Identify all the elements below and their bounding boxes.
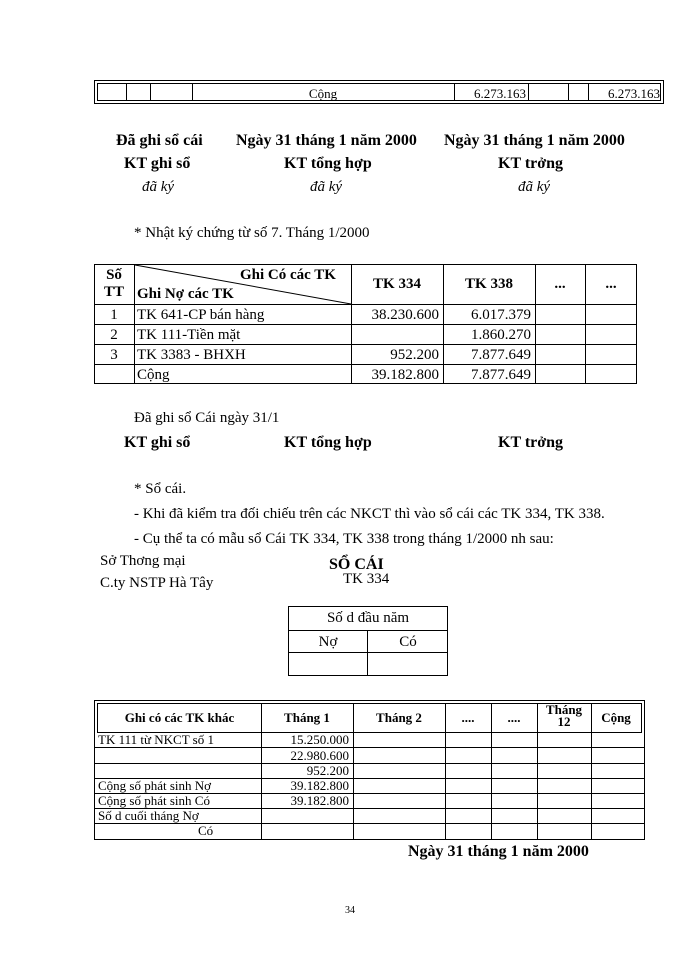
sign1-col3-signed: đã ký	[518, 179, 551, 195]
so-cai-heading: * Sổ cái.	[134, 481, 187, 497]
nkct7-header-credit: Ghi Có các TK	[240, 267, 336, 283]
ledger-row-label: Cộng số phát sinh Có	[98, 793, 210, 808]
so-cai-paragraph-2: - Cụ thể ta có mẫu sổ Cái TK 334, TK 338 trong tháng 1/2000 nh sau:	[134, 531, 554, 547]
nkct7-row1-stt: 1	[110, 307, 118, 323]
ledger-header-dots-1: ....	[461, 710, 475, 725]
so-cai-paragraph-1: - Khi đã kiểm tra đối chiếu trên các NKCT thì vào sổ cái các TK 334, TK 338.	[134, 506, 605, 522]
nkct7-total-name: Cộng	[137, 367, 170, 383]
sign2-kt-ghi-so: KT ghi sổ	[124, 434, 191, 451]
opening-balance-box	[288, 606, 448, 676]
ledger-row-label: Có	[198, 823, 214, 838]
ledger-row-month1: 22.980.600	[290, 748, 349, 763]
nkct7-row3-tk338: 7.877.649	[471, 347, 531, 363]
nkct7-header-tk338: TK 338	[465, 276, 513, 292]
ledger-row-label: TK 111 từ NKCT số 1	[98, 732, 214, 747]
sign1-col1-line2: KT ghi sổ	[124, 155, 191, 172]
sign1-col2-line1: Ngày 31 tháng 1 năm 2000	[236, 132, 417, 149]
ledger-row-month1: 39.182.800	[290, 778, 349, 793]
ledger-row-month1: 15.250.000	[290, 732, 349, 747]
nkct7-table	[94, 264, 637, 384]
opening-balance-title: Số d đầu năm	[326, 610, 410, 626]
sign1-col3-line1: Ngày 31 tháng 1 năm 2000	[444, 132, 625, 149]
ledger-row-month1: 952.200	[306, 763, 349, 778]
ledger-row-label: Số d cuối tháng Nợ	[98, 808, 199, 823]
top-summary-table	[94, 80, 664, 104]
nkct7-row1-name: TK 641-CP bán hàng	[137, 307, 265, 323]
ledger-table	[94, 700, 645, 840]
ledger-header-month-2: Tháng 2	[376, 710, 422, 725]
ledger-header-dots-2: ....	[507, 710, 521, 725]
org-company: C.ty NSTP Hà Tây	[100, 575, 214, 591]
sign1-col2-signed: đã ký	[310, 179, 343, 195]
org-department: Sở Thơng mại	[100, 553, 186, 569]
ledger-header-month-1: Tháng 1	[284, 710, 330, 725]
nkct7-row3-stt: 3	[110, 347, 118, 363]
nkct7-header-tk334: TK 334	[373, 276, 421, 292]
nkct7-row3-name: TK 3383 - BHXH	[137, 347, 246, 363]
sign2-kt-tong-hop: KT tổng hợp	[284, 434, 372, 451]
nkct7-header-stt-2: TT	[103, 284, 124, 300]
sign2-posted-date: Đã ghi sổ Cái ngày 31/1	[134, 410, 280, 426]
ledger-header-total: Cộng	[601, 710, 631, 725]
nkct7-row1-tk338: 6.017.379	[471, 307, 531, 323]
top-table-value-2: 6.273.163	[608, 86, 660, 101]
nkct7-header-dots-1: ...	[554, 276, 566, 292]
nkct7-header-debit: Ghi Nợ các TK	[137, 286, 234, 302]
sign1-col2-line2: KT tổng hợp	[284, 155, 372, 172]
sign2-kt-truong: KT trởng	[498, 434, 564, 451]
nkct7-title: * Nhật ký chứng từ số 7. Tháng 1/2000	[134, 225, 370, 241]
nkct7-header-stt-1: Số	[106, 267, 122, 283]
sign1-col1-line1: Đã ghi sổ cái	[116, 132, 203, 149]
nkct7-row2-stt: 2	[110, 327, 118, 343]
opening-balance-credit-label: Có	[399, 634, 417, 650]
ledger-row-month1: 39.182.800	[290, 793, 349, 808]
nkct7-header-dots-2: ...	[605, 276, 617, 292]
nkct7-row2-tk338: 1.860.270	[471, 327, 531, 343]
ledger-account: TK 334	[343, 571, 390, 587]
ledger-row-label: Cộng số phát sinh Nợ	[98, 778, 212, 793]
sign1-col3-line2: KT trởng	[498, 155, 564, 172]
nkct7-row1-tk334: 38.230.600	[371, 307, 439, 323]
page-number: 34	[345, 905, 355, 916]
nkct7-total-tk338: 7.877.649	[471, 367, 531, 383]
nkct7-total-tk334: 39.182.800	[371, 367, 439, 383]
top-table-total-label: Cộng	[308, 86, 338, 101]
nkct7-row3-tk334: 952.200	[390, 347, 439, 363]
top-table-value-1: 6.273.163	[474, 86, 526, 101]
opening-balance-debit-label: Nợ	[318, 634, 338, 650]
ledger-title: SỔ CÁI	[329, 556, 384, 573]
ledger-header-other-accounts: Ghi có các TK khác	[124, 710, 235, 725]
nkct7-row2-name: TK 111-Tiền mặt	[137, 327, 241, 343]
footer-date: Ngày 31 tháng 1 năm 2000	[408, 843, 589, 860]
sign1-col1-signed: đã ký	[142, 179, 175, 195]
ledger-header-month-12: Tháng 12	[545, 702, 583, 729]
